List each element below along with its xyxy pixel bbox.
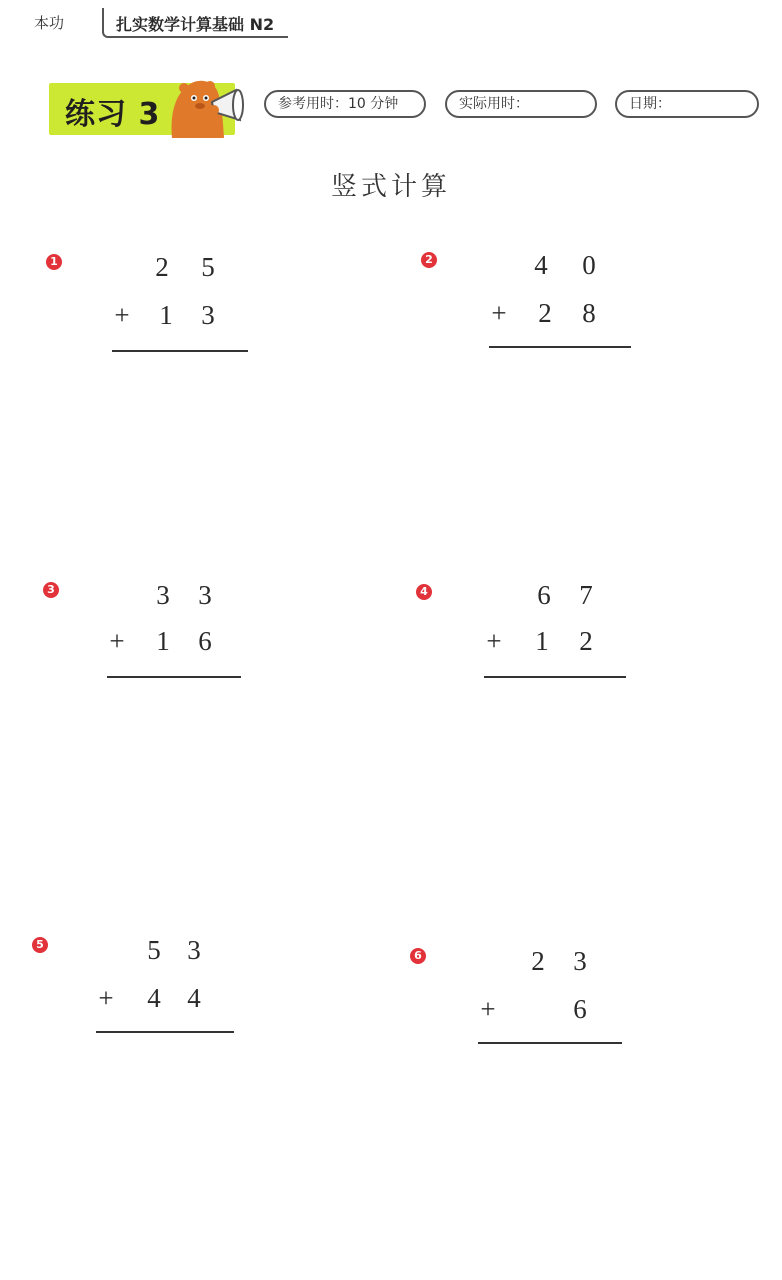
answer-line (478, 1042, 622, 1044)
answer-line (107, 676, 241, 678)
bottom-ones-digit: 6 (573, 994, 587, 1024)
bottom-tens-digit: 1 (156, 626, 170, 656)
bottom-ones-digit: 8 (582, 298, 596, 328)
bottom-ones-digit: 2 (579, 626, 593, 656)
problem-5 (32, 935, 212, 1055)
bottom-tens-digit: 1 (159, 300, 173, 330)
actual-time-field[interactable]: 实际用时： (445, 90, 597, 118)
plus-sign: + (98, 983, 114, 1013)
problem-number-badge: 2 (421, 252, 437, 268)
plus-sign: + (109, 626, 125, 656)
top-ones-digit: 3 (573, 946, 587, 976)
problem-3 (43, 580, 223, 700)
problem-number-badge: 6 (410, 948, 426, 964)
plus-sign: + (486, 626, 502, 656)
answer-line (489, 346, 631, 348)
top-ones-digit: 3 (187, 935, 201, 965)
reference-time-field: 参考用时：10 分钟 (264, 90, 426, 118)
top-tens-digit: 4 (534, 250, 548, 280)
header-left-text: 本功 (34, 14, 65, 32)
section-title: 竖式计算 (330, 172, 451, 202)
bottom-tens-digit: 4 (147, 983, 161, 1013)
answer-line (96, 1031, 234, 1033)
top-ones-digit: 7 (579, 580, 593, 610)
problem-2 (421, 250, 601, 370)
top-tens-digit: 3 (156, 580, 170, 610)
problem-number-badge: 1 (46, 254, 62, 270)
plus-sign: + (480, 994, 496, 1024)
problem-number-badge: 3 (43, 582, 59, 598)
bottom-tens-digit: 1 (535, 626, 549, 656)
bottom-ones-digit: 4 (187, 983, 201, 1013)
top-ones-digit: 0 (582, 250, 596, 280)
answer-line (112, 350, 248, 352)
top-tens-digit: 6 (537, 580, 551, 610)
top-ones-digit: 3 (198, 580, 212, 610)
bottom-ones-digit: 3 (201, 300, 215, 330)
plus-sign: + (114, 300, 130, 330)
top-tens-digit: 2 (155, 252, 169, 282)
problem-6 (410, 946, 590, 1066)
book-title: 扎实数学计算基础 N2 (116, 15, 275, 34)
top-tens-digit: 2 (531, 946, 545, 976)
problem-1 (46, 252, 226, 372)
book-title-tab (102, 8, 288, 38)
mascot-bear-megaphone-icon (164, 76, 248, 138)
problem-number-badge: 4 (416, 584, 432, 600)
top-tens-digit: 5 (147, 935, 161, 965)
date-field[interactable]: 日期： (615, 90, 759, 118)
answer-line (484, 676, 626, 678)
top-ones-digit: 5 (201, 252, 215, 282)
problem-number-badge: 5 (32, 937, 48, 953)
bottom-ones-digit: 6 (198, 626, 212, 656)
exercise-label: 练习 3 (65, 97, 161, 132)
problem-4 (416, 580, 596, 700)
bottom-tens-digit: 2 (538, 298, 552, 328)
plus-sign: + (491, 298, 507, 328)
